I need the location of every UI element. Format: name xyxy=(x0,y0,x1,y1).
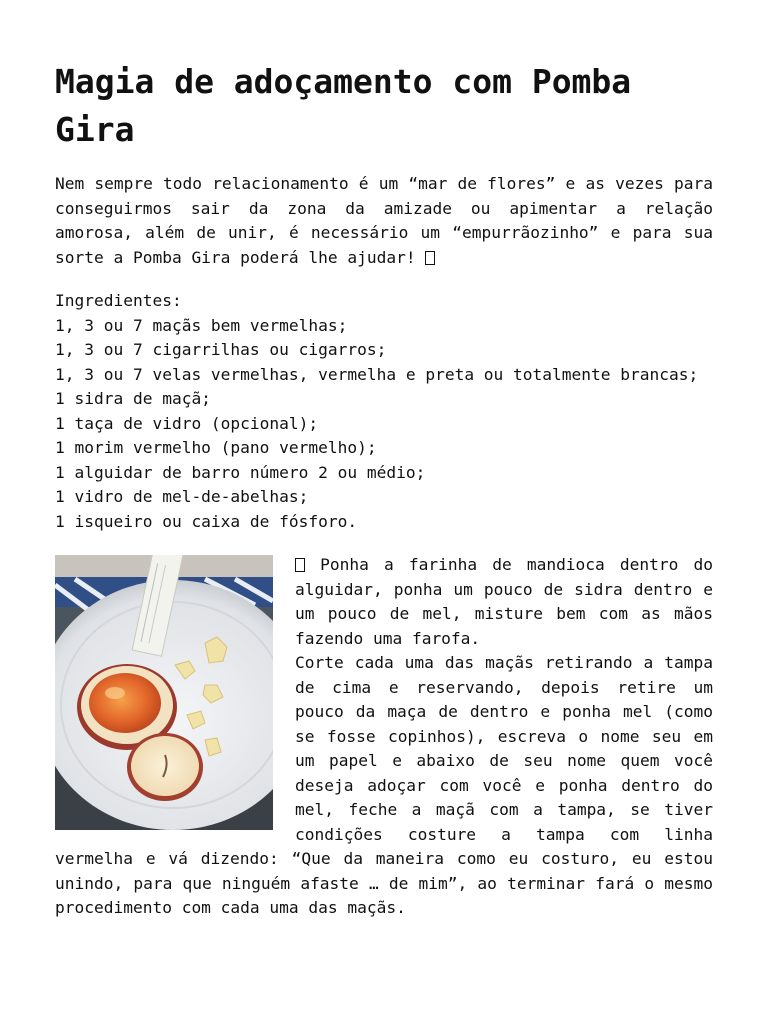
step-2: Corte cada uma das maçãs retirando a tampa de cima e reservando, depois retire um pouco da maça de dentro e ponha mel (como se fosse copinhos), escreva o nome seu em um papel e abaixo de seu nome quem você deseja adoçar com você e ponha dentro do mel, feche a maçã com a tampa, se tiver condições costure a tampa com linha vermelha e vá dizendo: “Que da maneira como eu costuro, eu estou unindo, para que ninguém afaste … de mim”, ao terminar fará o mesmo procedimento com cada uma das maçãs. xyxy=(55,653,713,917)
article xyxy=(55,58,713,921)
ingredient-item: 1 vidro de mel-de-abelhas; xyxy=(55,487,309,506)
ingredient-item: 1 morim vermelho (pano vermelho); xyxy=(55,438,377,457)
ingredient-item: 1 sidra de maçã; xyxy=(55,389,211,408)
ingredients-list xyxy=(55,289,713,534)
ingredient-item: 1 taça de vidro (opcional); xyxy=(55,413,319,433)
ingredient-item: 1, 3 ou 7 cigarrilhas ou cigarros; xyxy=(55,340,387,359)
apple-honey-photo xyxy=(55,555,273,830)
ingredient-item: 1 isqueiro ou caixa de fósforo. xyxy=(55,511,358,531)
ingredient-item: 1, 3 ou 7 maçãs bem vermelhas; xyxy=(55,315,348,335)
missing-emoji-icon xyxy=(425,251,435,265)
missing-emoji-icon xyxy=(295,558,305,572)
ingredient-item: 1 alguidar de barro número 2 ou médio; xyxy=(55,462,426,482)
intro-paragraph xyxy=(55,172,713,270)
step-1-text: Ponha a farinha de mandioca dentro do alguidar, ponha um pouco de sidra dentro e um pouco de mel, misture bem com as mãos fazendo uma farofa. xyxy=(295,555,714,648)
article-title: Magia de adoçamento com Pomba Gira xyxy=(55,62,632,149)
intro-text: Nem sempre todo relacionamento é um “mar de flores” e as vezes para conseguirmos sair da zona da amizade ou apimentar a relação amorosa, além de unir, é necessário um “empurrãozinho” e para sua sorte a Pomba Gira poderá lhe ajudar! xyxy=(55,174,713,267)
ingredients-heading: Ingredientes: xyxy=(55,291,182,310)
steps-section xyxy=(55,553,713,921)
ingredient-item: 1, 3 ou 7 velas vermelhas, vermelha e preta ou totalmente brancas; xyxy=(55,364,699,384)
